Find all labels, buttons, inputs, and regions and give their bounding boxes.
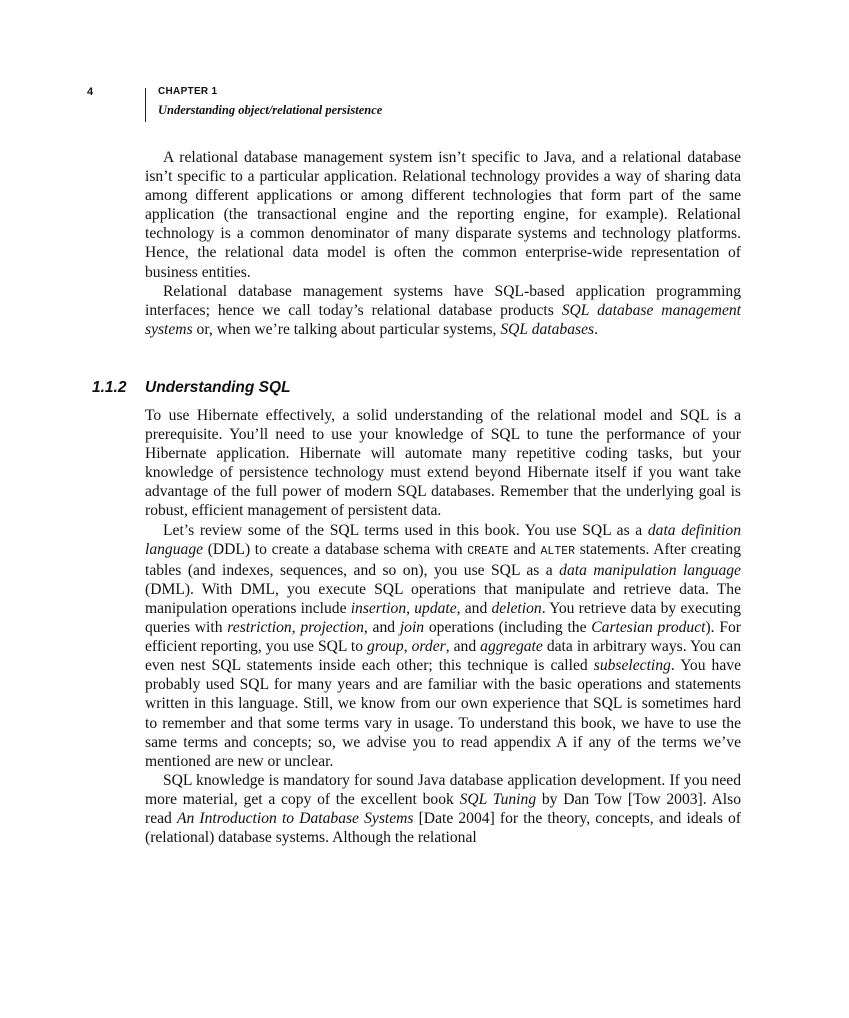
text-run: ). For efficient reporting, you use SQL to bbox=[145, 619, 741, 656]
emphasis-term: join bbox=[399, 619, 425, 637]
text-run: . You have probably used SQL for many years and are familiar with the basic operations and statements written in this language. Still, we know from our own experience that SQL is sometimes hard to remember and that some terms vary in usage. To understand this book, we have to use the same terms and concepts; so, we advise you to read appendix A if any of the terms we’ve mentioned are new or unclear. bbox=[145, 657, 741, 770]
section-heading bbox=[92, 379, 291, 397]
section-text bbox=[145, 406, 741, 847]
code-keyword: CREATE bbox=[467, 544, 509, 558]
text-run: A relational database management system isn’t specific to Java, and a relational database isn’t specific to a particular application. Relational technology provides a way of sharing data among different applications or among different technologies that form part of the same application (the transactional engine and the reporting engine, for example). Relational technology is a common denominator of many disparate systems and technology platforms. Hence, the relational data model is often the common enterprise-wide representation of business entities. bbox=[145, 149, 741, 281]
text-run: and bbox=[508, 540, 541, 558]
book-title: An Introduction to Database Systems bbox=[176, 809, 414, 827]
text-run: , bbox=[403, 638, 412, 656]
text-run: SQL knowledge is mandatory for sound Java database application development. If you need more material, get a copy of the excellent book bbox=[145, 771, 741, 808]
emphasis-term: SQL databases bbox=[500, 320, 595, 338]
text-run: operations (including the bbox=[424, 619, 592, 637]
emphasis-term: update bbox=[414, 599, 457, 617]
section-title: Understanding SQL bbox=[145, 379, 291, 396]
text-run: statements. After creating tables (and indexes, sequences, and so on), you use SQL as a bbox=[145, 540, 742, 579]
emphasis-term: restriction bbox=[227, 619, 292, 637]
text-run: (DML). With DML, you execute SQL operations that manipulate and retrieve data. The manipulation operations include bbox=[145, 580, 741, 617]
emphasis-term: subselecting bbox=[593, 657, 671, 675]
text-run: Relational database management systems have SQL-based application programming interfaces; hence we call today’s relational database products bbox=[145, 282, 741, 319]
text-run: , bbox=[406, 599, 415, 617]
emphasis-term: order bbox=[411, 638, 446, 656]
header-divider bbox=[145, 88, 146, 122]
text-run: by Dan Tow [Tow 2003]. Also read bbox=[145, 790, 741, 827]
paragraph-sql-terms bbox=[145, 521, 741, 771]
book-title: SQL Tuning bbox=[459, 790, 537, 808]
intro-text bbox=[145, 148, 741, 339]
page-number: 4 bbox=[87, 86, 94, 98]
emphasis-term: data definition language bbox=[145, 521, 741, 558]
emphasis-term: projection bbox=[300, 619, 364, 637]
text-run: . You retrieve data by executing queries with bbox=[145, 599, 741, 637]
code-keyword: ALTER bbox=[540, 544, 576, 558]
text-run: (DDL) to create a database schema with bbox=[203, 540, 468, 558]
chapter-label: CHAPTER 1 bbox=[158, 86, 218, 97]
text-run: , and bbox=[456, 599, 492, 617]
text-run: Let’s review some of the SQL terms used in this book. You use SQL as a bbox=[163, 521, 648, 539]
text-run: To use Hibernate effectively, a solid understanding of the relational model and SQL is a prerequisite. You’ll need to use your knowledge of SQL to tune the performance of your Hibernate application. Hibernate will automate many repetitive coding tasks, but your knowledge of persistence technology must extend beyond Hibernate itself if you want take advantage of the full power of modern SQL databases. Remember that the underlying goal is robust, efficient management of persistent data. bbox=[145, 407, 741, 520]
text-run: data in arbitrary ways. You can even nest SQL statements inside each other; this technique is called bbox=[145, 638, 741, 675]
emphasis-term: deletion bbox=[491, 599, 542, 617]
text-run: , and bbox=[445, 638, 481, 656]
paragraph-sql-knowledge bbox=[145, 771, 741, 847]
text-run: [Date 2004] for the theory, concepts, and ideals of (relational) database systems. Although the relational bbox=[145, 809, 741, 847]
paragraph-relational-dbms bbox=[145, 148, 741, 282]
text-run: , and bbox=[363, 619, 400, 637]
text-run: or, when we’re talking about particular systems, bbox=[192, 320, 501, 338]
emphasis-term: aggregate bbox=[480, 638, 543, 656]
paragraph-sql-dbms bbox=[145, 282, 741, 339]
emphasis-term: group bbox=[367, 638, 404, 656]
text-run: . bbox=[594, 320, 598, 338]
text-run: , bbox=[291, 619, 301, 637]
section-number: 1.1.2 bbox=[92, 379, 127, 396]
emphasis-term: SQL database management systems bbox=[145, 301, 741, 338]
paragraph-hibernate-sql bbox=[145, 406, 741, 521]
emphasis-term: data manipulation language bbox=[559, 561, 741, 579]
emphasis-term: insertion bbox=[350, 599, 407, 617]
chapter-title: Understanding object/relational persistence bbox=[158, 103, 383, 117]
emphasis-term: Cartesian product bbox=[591, 619, 706, 637]
